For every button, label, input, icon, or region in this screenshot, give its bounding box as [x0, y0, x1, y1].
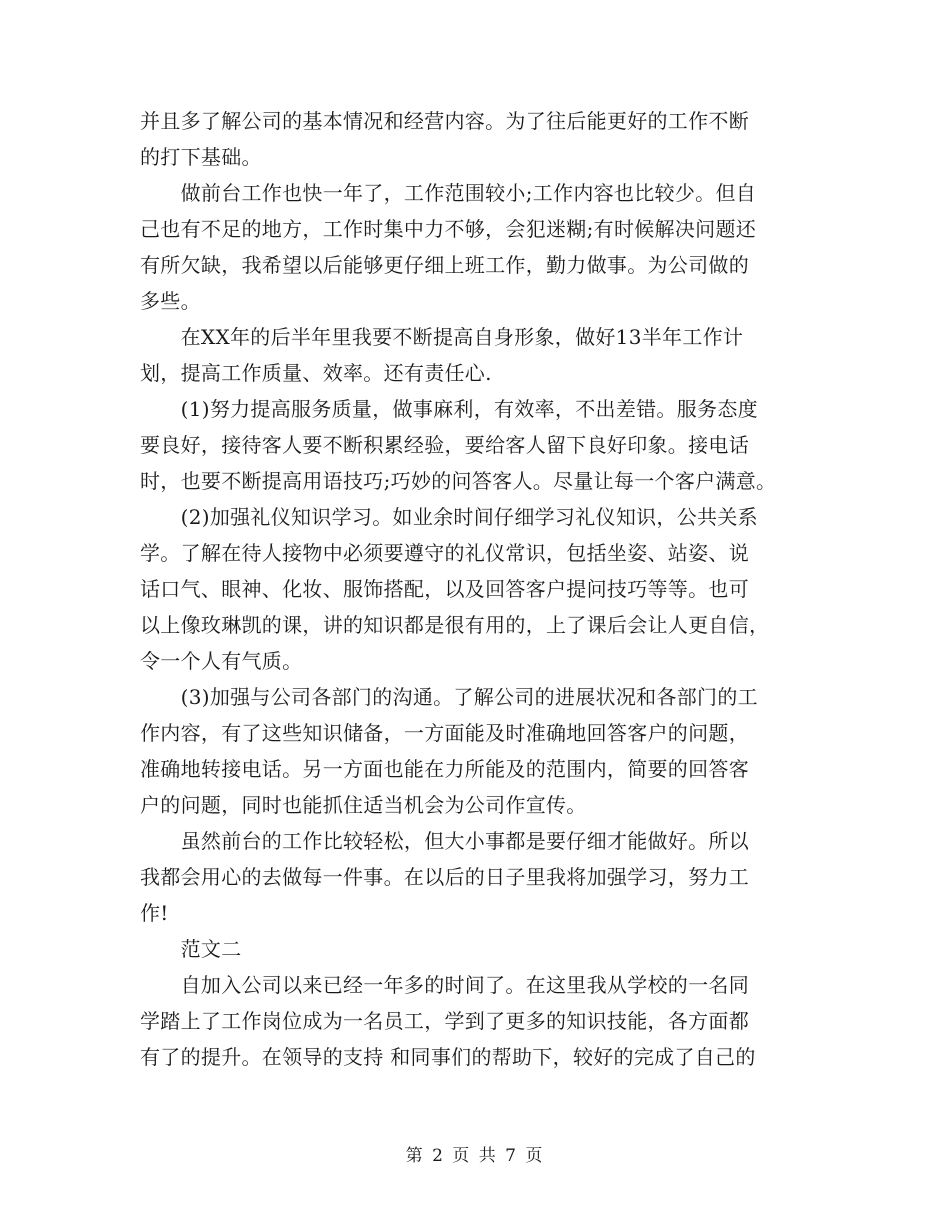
text-line: 作内容，有了这些知识储备，一方面能及时准确地回答客户的问题， [140, 721, 749, 745]
text-line: 话口气、眼神、化妆、服饰搭配，以及回答客户提问技巧等等。也可 [140, 577, 749, 601]
text-line: 做前台工作也快一年了，工作范围较小;工作内容也比较少。但自 [140, 181, 757, 205]
text-line: 有所欠缺，我希望以后能够更仔细上班工作，勤力做事。为公司做的 [140, 253, 749, 277]
text-line: 的打下基础。 [140, 145, 262, 169]
text-line: 多些。 [140, 289, 201, 313]
page-number-footer: 第 2 页 共 7 页 [405, 1146, 545, 1166]
text-line: 准确地转接电话。另一方面也能在力所能及的范围内，简要的回答客 [140, 757, 749, 781]
text-line: 令一个人有气质。 [140, 649, 303, 673]
text-line: (2)加强礼仪知识学习。如业余时间仔细学习礼仪知识，公共关系 [140, 505, 758, 529]
text-line: 并且多了解公司的基本情况和经营内容。为了往后能更好的工作不断 [140, 109, 749, 133]
text-line: 时，也要不断提高用语技巧;巧妙的问答客人。尽量让每一个客户满意。 [140, 469, 777, 493]
section-heading: 范文二 [140, 937, 242, 961]
text-line: 以上像玫琳凯的课，讲的知识都是很有用的，上了课后会让人更自信， [140, 613, 770, 637]
body-text [140, 103, 830, 1075]
text-line: 作! [140, 901, 169, 925]
text-line: 我都会用心的去做每一件事。在以后的日子里我将加强学习，努力工 [140, 865, 749, 889]
text-line: 己也有不足的地方，工作时集中力不够，会犯迷糊;有时候解决问题还 [140, 217, 757, 241]
text-line: (3)加强与公司各部门的沟通。了解公司的进展状况和各部门的工 [140, 685, 758, 709]
text-line: 虽然前台的工作比较轻松，但大小事都是要仔细才能做好。所以 [140, 829, 749, 853]
text-line: 要良好，接待客人要不断积累经验，要给客人留下良好印象。接电话 [140, 433, 749, 457]
text-line: 学踏上了工作岗位成为一名员工，学到了更多的知识技能，各方面都 [140, 1009, 749, 1033]
text-line: 划，提高工作质量、效率。还有责任心. [140, 361, 492, 385]
text-line: (1)努力提高服务质量，做事麻利，有效率，不出差错。服务态度 [140, 397, 758, 421]
text-line: 学。了解在待人接物中必须要遵守的礼仪常识，包括坐姿、站姿、说 [140, 541, 749, 565]
text-line: 在XX年的后半年里我要不断提高自身形象，做好13半年工作计 [140, 325, 744, 349]
text-line: 有了的提升。在领导的支持 和同事们的帮助下，较好的完成了自己的 [140, 1045, 756, 1069]
text-line: 户的问题，同时也能抓住适当机会为公司作宣传。 [140, 793, 587, 817]
text-line: 自加入公司以来已经一年多的时间了。在这里我从学校的一名同 [140, 973, 749, 997]
